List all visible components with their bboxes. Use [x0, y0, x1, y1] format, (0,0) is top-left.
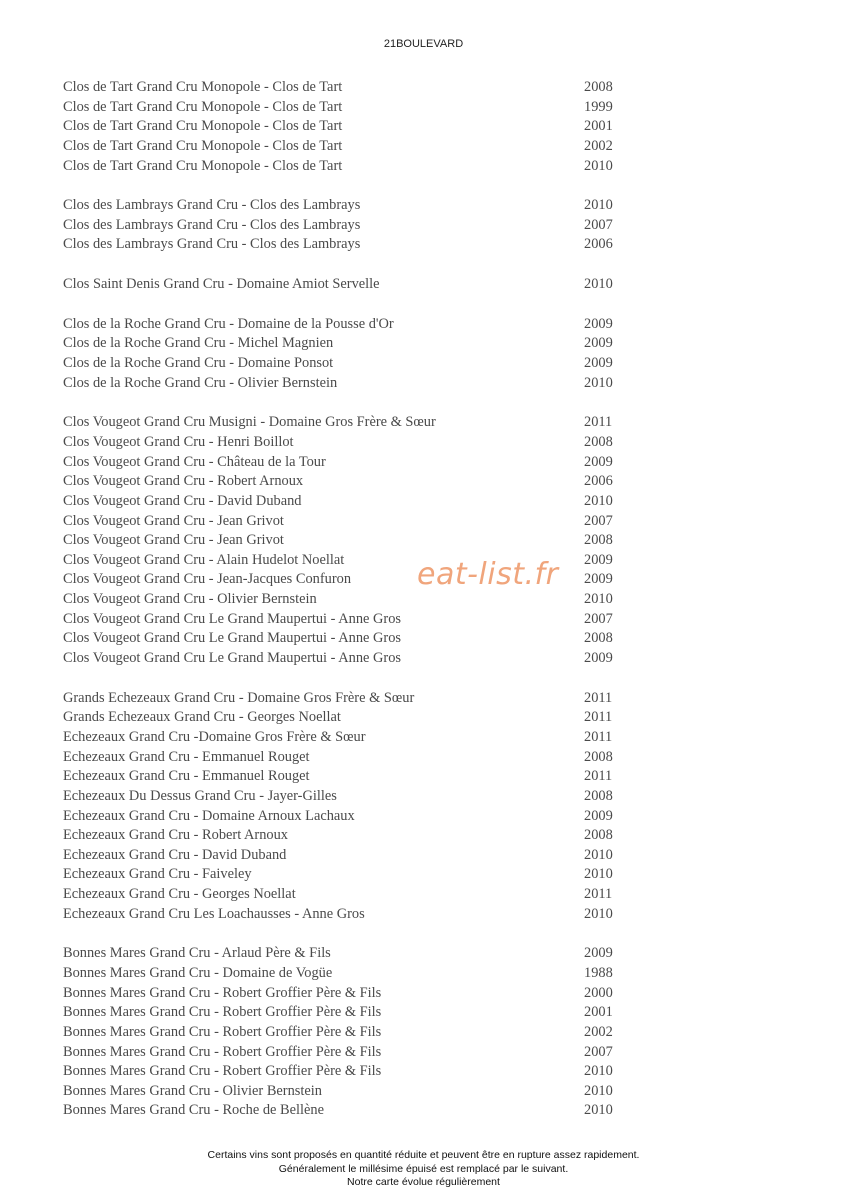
wine-name: Clos Vougeot Grand Cru - Alain Hudelot Noellat — [63, 551, 345, 568]
wine-row — [63, 865, 683, 885]
wine-vintage: 2008 — [584, 532, 613, 549]
wine-vintage: 2007 — [584, 610, 613, 627]
wine-name: Clos de Tart Grand Cru Monopole - Clos de Tart — [63, 157, 343, 174]
wine-vintage: 2000 — [584, 984, 613, 1001]
wine-row — [63, 334, 683, 354]
wine-row — [63, 235, 683, 255]
wine-name: Clos Vougeot Grand Cru - David Duband — [63, 492, 302, 509]
wine-vintage: 2009 — [584, 453, 613, 470]
wine-name: Bonnes Mares Grand Cru - Robert Groffier Père & Fils — [63, 1023, 382, 1040]
wine-row — [63, 157, 683, 177]
wine-group — [63, 196, 683, 255]
wine-name: Bonnes Mares Grand Cru - Robert Groffier Père & Fils — [63, 984, 382, 1001]
wine-row — [63, 1082, 683, 1102]
wine-vintage: 2009 — [584, 571, 613, 588]
wine-name: Clos de la Roche Grand Cru - Michel Magnien — [63, 335, 334, 352]
wine-row — [63, 689, 683, 709]
wine-name: Clos Vougeot Grand Cru Le Grand Maupertui - Anne Gros — [63, 630, 401, 647]
footer-line: Notre carte évolue régulièrement — [347, 1176, 500, 1188]
wine-vintage: 2006 — [584, 473, 613, 490]
wine-vintage: 2009 — [584, 650, 613, 667]
wine-vintage: 2006 — [584, 236, 613, 253]
wine-row — [63, 551, 683, 571]
wine-vintage: 2010 — [584, 1063, 613, 1080]
wine-vintage: 1999 — [584, 98, 613, 115]
wine-row — [63, 315, 683, 335]
wine-group — [63, 689, 683, 925]
wine-row — [63, 728, 683, 748]
wine-name: Clos Vougeot Grand Cru - Jean Grivot — [63, 512, 284, 529]
wine-name: Clos de Tart Grand Cru Monopole - Clos de Tart — [63, 137, 343, 154]
wine-group — [63, 78, 683, 176]
wine-vintage: 2009 — [584, 335, 613, 352]
wine-row — [63, 196, 683, 216]
wine-row — [63, 807, 683, 827]
wine-row — [63, 117, 683, 137]
wine-name: Clos de la Roche Grand Cru - Olivier Bernstein — [63, 374, 338, 391]
wine-row — [63, 964, 683, 984]
wine-row — [63, 1062, 683, 1082]
wine-vintage: 2010 — [584, 157, 613, 174]
wine-vintage: 2010 — [584, 1082, 613, 1099]
wine-row — [63, 433, 683, 453]
wine-name: Clos Vougeot Grand Cru - Château de la Tour — [63, 453, 326, 470]
wine-row — [63, 649, 683, 669]
wine-vintage: 2007 — [584, 1043, 613, 1060]
wine-vintage: 2001 — [584, 1004, 613, 1021]
wine-vintage: 2008 — [584, 748, 613, 765]
wine-name: Clos de Tart Grand Cru Monopole - Clos de Tart — [63, 79, 343, 95]
wine-vintage: 2011 — [584, 414, 613, 431]
wine-name: Echezeaux Grand Cru - Georges Noellat — [63, 886, 296, 903]
wine-row — [63, 531, 683, 551]
wine-vintage: 2009 — [584, 551, 613, 568]
wine-name: Clos Vougeot Grand Cru Le Grand Maupertui - Anne Gros — [63, 610, 401, 627]
wine-name: Clos de la Roche Grand Cru - Domaine de la Pousse d'Or — [63, 315, 394, 332]
wine-row — [63, 748, 683, 768]
wine-vintage: 2010 — [584, 866, 613, 883]
wine-vintage: 2002 — [584, 137, 613, 154]
wine-row — [63, 610, 683, 630]
wine-row — [63, 570, 683, 590]
wine-vintage: 2010 — [584, 374, 613, 391]
wine-group — [63, 413, 683, 668]
page-header-title: 21BOULEVARD — [383, 38, 464, 50]
wine-name: Bonnes Mares Grand Cru - Olivier Bernstein — [63, 1082, 322, 1099]
footer-line: Certains vins sont proposés en quantité réduite et peuvent être en rupture assez rapidement. — [207, 1149, 640, 1161]
wine-name: Echezeaux Grand Cru Les Loachausses - Anne Gros — [63, 905, 365, 922]
wine-vintage: 2010 — [584, 276, 613, 293]
wine-name: Clos Saint Denis Grand Cru - Domaine Amiot Servelle — [63, 276, 380, 293]
wine-row — [63, 453, 683, 473]
watermark: eat-list.fr — [417, 557, 559, 592]
wine-name: Clos des Lambrays Grand Cru - Clos des Lambrays — [63, 236, 361, 253]
wine-vintage: 2010 — [584, 846, 613, 863]
wine-row — [63, 708, 683, 728]
wine-group — [63, 944, 683, 1121]
wine-name: Clos de Tart Grand Cru Monopole - Clos de Tart — [63, 118, 343, 135]
wine-row — [63, 512, 683, 532]
wine-name: Bonnes Mares Grand Cru - Roche de Bellène — [63, 1102, 324, 1119]
wine-row — [63, 905, 683, 925]
wine-vintage: 2010 — [584, 591, 613, 608]
wine-row — [63, 1023, 683, 1043]
wine-vintage: 2010 — [584, 492, 613, 509]
wine-row — [63, 98, 683, 118]
wine-name: Echezeaux Grand Cru -Domaine Gros Frère & Sœur — [63, 728, 366, 745]
wine-list — [63, 78, 683, 1141]
wine-vintage: 2010 — [584, 905, 613, 922]
wine-row — [63, 1101, 683, 1121]
footer-note — [0, 1149, 847, 1190]
wine-name: Bonnes Mares Grand Cru - Arlaud Père & Fils — [63, 945, 331, 962]
wine-name: Bonnes Mares Grand Cru - Robert Groffier Père & Fils — [63, 1043, 382, 1060]
wine-name: Echezeaux Grand Cru - David Duband — [63, 846, 287, 863]
wine-vintage: 2008 — [584, 433, 613, 450]
wine-vintage: 2011 — [584, 768, 613, 785]
wine-row — [63, 78, 683, 98]
wine-row — [63, 767, 683, 787]
wine-name: Echezeaux Grand Cru - Domaine Arnoux Lachaux — [63, 807, 355, 824]
wine-vintage: 2008 — [584, 79, 613, 95]
wine-vintage: 2009 — [584, 315, 613, 332]
wine-row — [63, 846, 683, 866]
wine-name: Clos Vougeot Grand Cru Le Grand Maupertui - Anne Gros — [63, 650, 401, 667]
wine-vintage: 2011 — [584, 728, 613, 745]
wine-vintage: 2011 — [584, 709, 613, 726]
wine-vintage: 2007 — [584, 216, 613, 233]
wine-name: Clos Vougeot Grand Cru - Henri Boillot — [63, 433, 294, 450]
wine-row — [63, 492, 683, 512]
wine-name: Clos Vougeot Grand Cru - Olivier Bernstein — [63, 591, 317, 608]
wine-vintage: 2008 — [584, 827, 613, 844]
wine-vintage: 2008 — [584, 630, 613, 647]
wine-vintage: 2002 — [584, 1023, 613, 1040]
wine-name: Echezeaux Grand Cru - Robert Arnoux — [63, 827, 288, 844]
wine-vintage: 2010 — [584, 197, 613, 214]
wine-vintage: 2011 — [584, 886, 613, 903]
wine-name: Bonnes Mares Grand Cru - Domaine de Vogüe — [63, 964, 333, 981]
wine-name: Clos de la Roche Grand Cru - Domaine Ponsot — [63, 355, 334, 372]
wine-row — [63, 944, 683, 964]
wine-name: Grands Echezeaux Grand Cru - Domaine Gros Frère & Sœur — [63, 689, 415, 706]
wine-name: Bonnes Mares Grand Cru - Robert Groffier Père & Fils — [63, 1004, 382, 1021]
wine-name: Clos Vougeot Grand Cru - Jean-Jacques Confuron — [63, 571, 352, 588]
wine-name: Echezeaux Grand Cru - Emmanuel Rouget — [63, 748, 310, 765]
wine-row — [63, 275, 683, 295]
wine-group — [63, 275, 683, 295]
wine-vintage: 2008 — [584, 787, 613, 804]
wine-name: Echezeaux Grand Cru - Emmanuel Rouget — [63, 768, 310, 785]
wine-row — [63, 984, 683, 1004]
wine-name: Echezeaux Grand Cru - Faiveley — [63, 866, 252, 883]
wine-row — [63, 1043, 683, 1063]
wine-vintage: 2010 — [584, 1102, 613, 1119]
wine-row — [63, 629, 683, 649]
wine-vintage: 2001 — [584, 118, 613, 135]
wine-vintage: 2009 — [584, 807, 613, 824]
wine-group — [63, 315, 683, 394]
wine-name: Grands Echezeaux Grand Cru - Georges Noellat — [63, 709, 341, 726]
wine-row — [63, 413, 683, 433]
wine-row — [63, 374, 683, 394]
wine-vintage: 1988 — [584, 964, 613, 981]
wine-name: Clos Vougeot Grand Cru - Jean Grivot — [63, 532, 284, 549]
wine-row — [63, 472, 683, 492]
wine-row — [63, 354, 683, 374]
wine-row — [63, 787, 683, 807]
wine-name: Clos de Tart Grand Cru Monopole - Clos de Tart — [63, 98, 343, 115]
wine-row — [63, 216, 683, 236]
wine-name: Echezeaux Du Dessus Grand Cru - Jayer-Gilles — [63, 787, 337, 804]
wine-vintage: 2009 — [584, 945, 613, 962]
wine-name: Clos Vougeot Grand Cru - Robert Arnoux — [63, 473, 304, 490]
wine-row — [63, 137, 683, 157]
wine-vintage: 2011 — [584, 689, 613, 706]
wine-row — [63, 1003, 683, 1023]
wine-name: Clos Vougeot Grand Cru Musigni - Domaine Gros Frère & Sœur — [63, 414, 436, 431]
wine-row — [63, 590, 683, 610]
wine-row — [63, 826, 683, 846]
wine-name: Clos des Lambrays Grand Cru - Clos des Lambrays — [63, 216, 361, 233]
footer-line: Généralement le millésime épuisé est remplacé par le suivant. — [278, 1162, 569, 1175]
wine-vintage: 2007 — [584, 512, 613, 529]
wine-name: Bonnes Mares Grand Cru - Robert Groffier Père & Fils — [63, 1063, 382, 1080]
wine-name: Clos des Lambrays Grand Cru - Clos des Lambrays — [63, 197, 361, 214]
wine-row — [63, 885, 683, 905]
wine-vintage: 2009 — [584, 355, 613, 372]
